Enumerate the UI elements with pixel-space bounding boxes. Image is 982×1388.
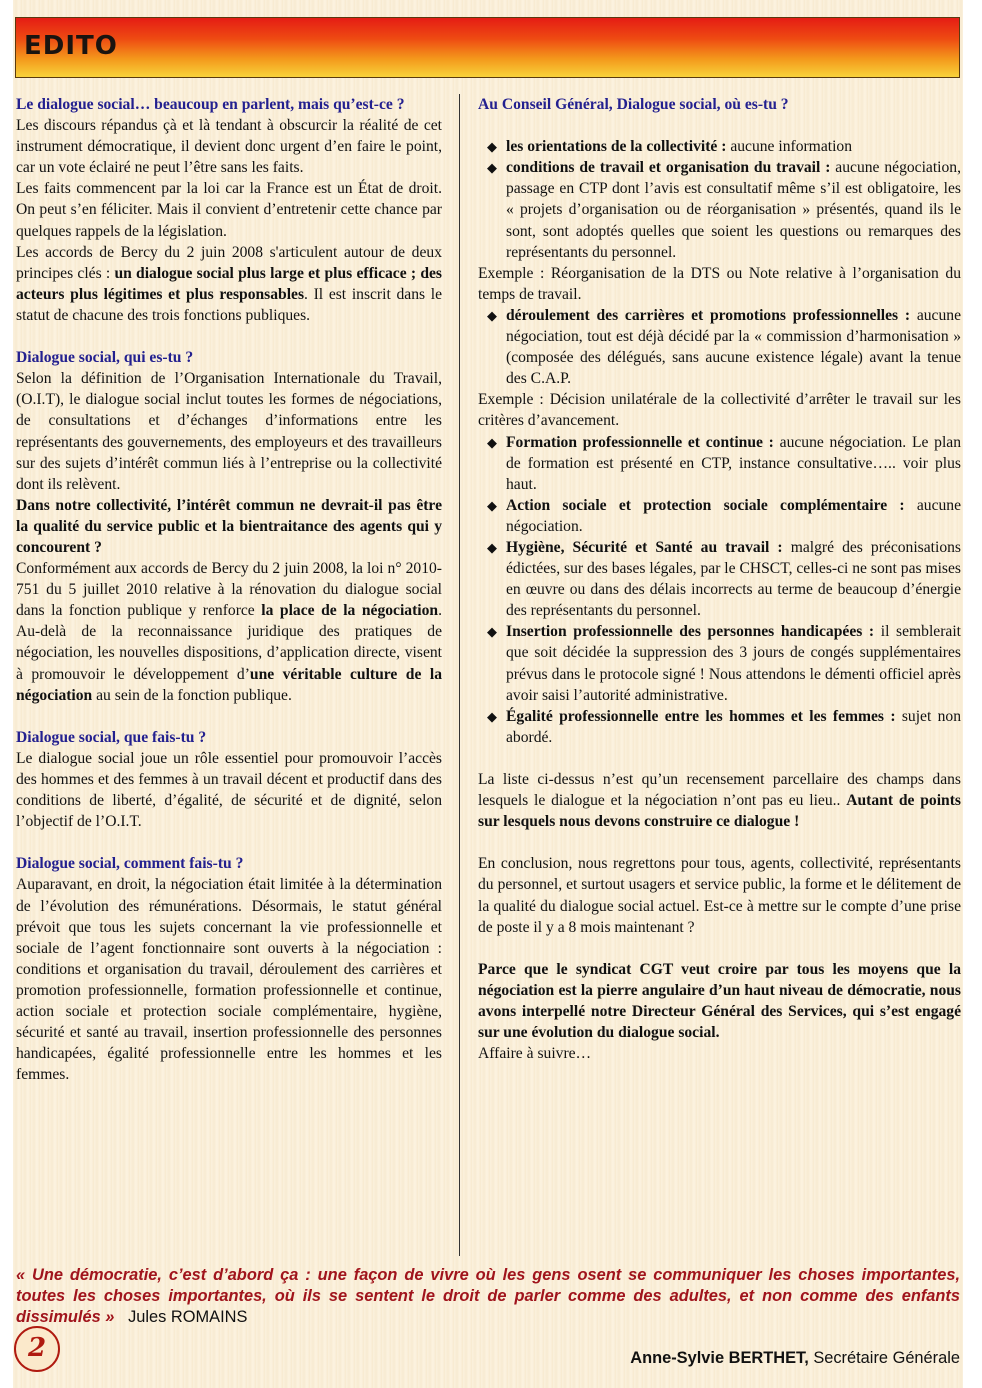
left-column [16, 94, 442, 1085]
right-column [478, 94, 961, 1064]
signature-role: Secrétaire Générale [813, 1349, 960, 1367]
list-item: ◆ Insertion professionnelle des personnes handicapées : il semblerait que soit décidée la suppression des 3 jours de congés supplémentaires prévus dans le protocole signé ! Nous attendons le démenti officiel après avoir saisi l’autorité administrative. [487, 623, 962, 704]
page-number-badge: 2 [14, 1326, 60, 1372]
example-text: Exemple : Réorganisation de la DTS ou Note relative à l’organisation du temps de travail. [478, 264, 961, 303]
paragraph: Les faits commencent par la loi car la France est un État de droit. On peut s’en féliciter. Mais il convient d’entretenir cette chance par quelques rappels de la législation. [16, 180, 442, 240]
section-heading: Au Conseil Général, Dialogue social, où es-tu ? [478, 96, 789, 113]
section-heading: Dialogue social, que fais-tu ? [16, 728, 207, 746]
section-heading: Le dialogue social… beaucoup en parlent, mais qu’est-ce ? [16, 96, 405, 113]
paragraph: La liste ci-dessus n’est qu’un recensement parcellaire des champs dans lesquels le dialogue et la négociation n’ont pas eu lieu.. Autant de points sur lesquels nous devons construire ce dialogue ! [478, 771, 961, 831]
list-item: ◆ déroulement des carrières et promotions professionnelles : aucune négociation, tout est déjà décidé par la « commission d’harmonisation » (composée des délégués, sans aucune existence légale) avant la tenue des C.A.P. [487, 306, 961, 388]
section-heading: Dialogue social, comment fais-tu ? [16, 855, 244, 873]
paragraph: En conclusion, nous regrettons pour tous, agents, collectivité, représentants du personnel, et surtout usagers et service public, la forme et le délitement de la qualité du dialogue social actuel. Est-ce à mettre sur le compte d’une prise de poste il y a 8 mois maintenant ? [478, 855, 961, 936]
paragraph: Conformément aux accords de Bercy du 2 juin 2008, la loi n° 2010-751 du 5 juillet 2010 relative à la rénovation du dialogue social dans la fonction publique y renforce la place de la négociation. Au-delà de la reconnaissance juridique des pratiques de négociation, les nouvelles dispositions, d’application directe, visent à promouvoir le développement d’une véritable culture de la négociation au sein de la fonction publique. [16, 560, 443, 704]
column-divider [459, 94, 460, 1256]
section-heading: Dialogue social, qui es-tu ? [16, 349, 194, 367]
quote-author: Jules ROMAINS [128, 1308, 248, 1326]
quote-text: « Une démocratie, c’est d’abord ça : une façon de vivre où les gens osent se communiquer les choses importantes, toutes les choses importantes, où ils se sentent le droit de parler comme des adultes, et non comme des enfants dissimulés » [16, 1266, 960, 1326]
diamond-bullet-icon: ◆ [487, 139, 497, 155]
list-item: ◆ conditions de travail et organisation du travail : aucune négociation, passage en CTP dont l’avis est consultatif même s’il est obligatoire, les « projets d’organisation ou de réorganisation » présentés, quand ils le sont, sont adoptés quelles que soient les questions ou remarques des représentants du personnel. [487, 159, 961, 261]
paragraph: Auparavant, en droit, la négociation était limitée à la détermination de l’évolution des rémunérations. Désormais, le statut général prévoit que tous les sujets concernant la vie professionnelle et sociale de l’agent fonctionnaire sont ouverts à la négociation : conditions et organisation du travail, déroulement des carrières et promotion professionnelle, formation professionnelle et continue, action sociale et protection sociale complémentaire, hygiène, sécurité et santé au travail, insertion professionnelle des personnes handicapées, égalité professionnelle entre les hommes et les femmes. [16, 876, 442, 1084]
example-text: Exemple : Décision unilatérale de la collectivité d’arrêter le travail sur les critères d’avancement. [478, 391, 961, 430]
page-title: EDITO [24, 31, 118, 61]
list-item: ◆ les orientations de la collectivité : aucune information [478, 136, 961, 157]
diamond-bullet-icon: ◆ [487, 539, 497, 555]
paragraph: Selon la définition de l’Organisation Internationale du Travail, (O.I.T), le dialogue social inclut toutes les formes de négociations, de consultations et d’échanges d’informations entre les représentants des gouvernements, des employeurs et des travailleurs sur des sujets d’intérêt commun liés à l’entreprise ou la collectivité dont ils relèvent. [16, 370, 442, 493]
signature-name: Anne-Sylvie BERTHET, [630, 1349, 809, 1367]
list-item: ◆ Égalité professionnelle entre les hommes et les femmes : sujet non abordé. [487, 707, 962, 746]
paragraph: Les accords de Bercy du 2 juin 2008 s'articulent autour de deux principes clés : un dialogue social plus large et plus efficace ; des acteurs plus légitimes et plus responsables. Il est inscrit dans le statut de chacune des trois fonctions publiques. [16, 243, 442, 324]
diamond-bullet-icon: ◆ [487, 160, 497, 176]
list-item: ◆ Formation professionnelle et continue : aucune négociation. Le plan de formation est présenté en CTP, instance consultative….. voir plus haut. [487, 433, 962, 493]
paragraph: Parce que le syndicat CGT veut croire par tous les moyens que la négociation est la pierre angulaire d’un haut niveau de démocratie, nous avons interpellé notre Directeur Général des Services, qui s’est engagé sur une évolution du dialogue social. [478, 960, 961, 1042]
diamond-bullet-icon: ◆ [487, 624, 497, 640]
issue-list [478, 305, 961, 389]
diamond-bullet-icon: ◆ [487, 708, 497, 724]
diamond-bullet-icon: ◆ [487, 434, 497, 450]
signature [630, 1349, 960, 1368]
paragraph: Dans notre collectivité, l’intérêt commun ne devrait-il pas être la qualité du service public et la bientraitance des agents qui y concourent ? [16, 496, 442, 556]
edito-banner [15, 17, 960, 78]
issue-list [478, 136, 961, 263]
paragraph: Les discours répandus çà et là tendant à obscurcir la réalité de cet instrument démocratique, il devient donc urgent d’en faire le point, car un vote éclairé ne peut l’être sans les faits. [16, 117, 442, 177]
list-item: ◆ Hygiène, Sécurité et Santé au travail : malgré des préconisations édictées, sur des bases légales, par le CHSCT, celles-ci ne sont pas mises en œuvre ou dans des délais incorrects au terme de beaucoup d’énergie des représentants du personnel. [487, 538, 961, 620]
list-item: ◆ Action sociale et protection sociale complémentaire : aucune négociation. [487, 496, 962, 535]
issue-list [478, 432, 961, 748]
paragraph: Affaire à suivre… [478, 1045, 592, 1063]
diamond-bullet-icon: ◆ [487, 497, 497, 513]
diamond-bullet-icon: ◆ [487, 307, 497, 323]
paragraph: Le dialogue social joue un rôle essentiel pour promouvoir l’accès des hommes et des femmes à un travail décent et productif dans des conditions de liberté, d’égalité, de sécurité et de dignité, selon l’objectif de l’O.I.T. [16, 749, 442, 831]
closing-quote [16, 1265, 960, 1328]
